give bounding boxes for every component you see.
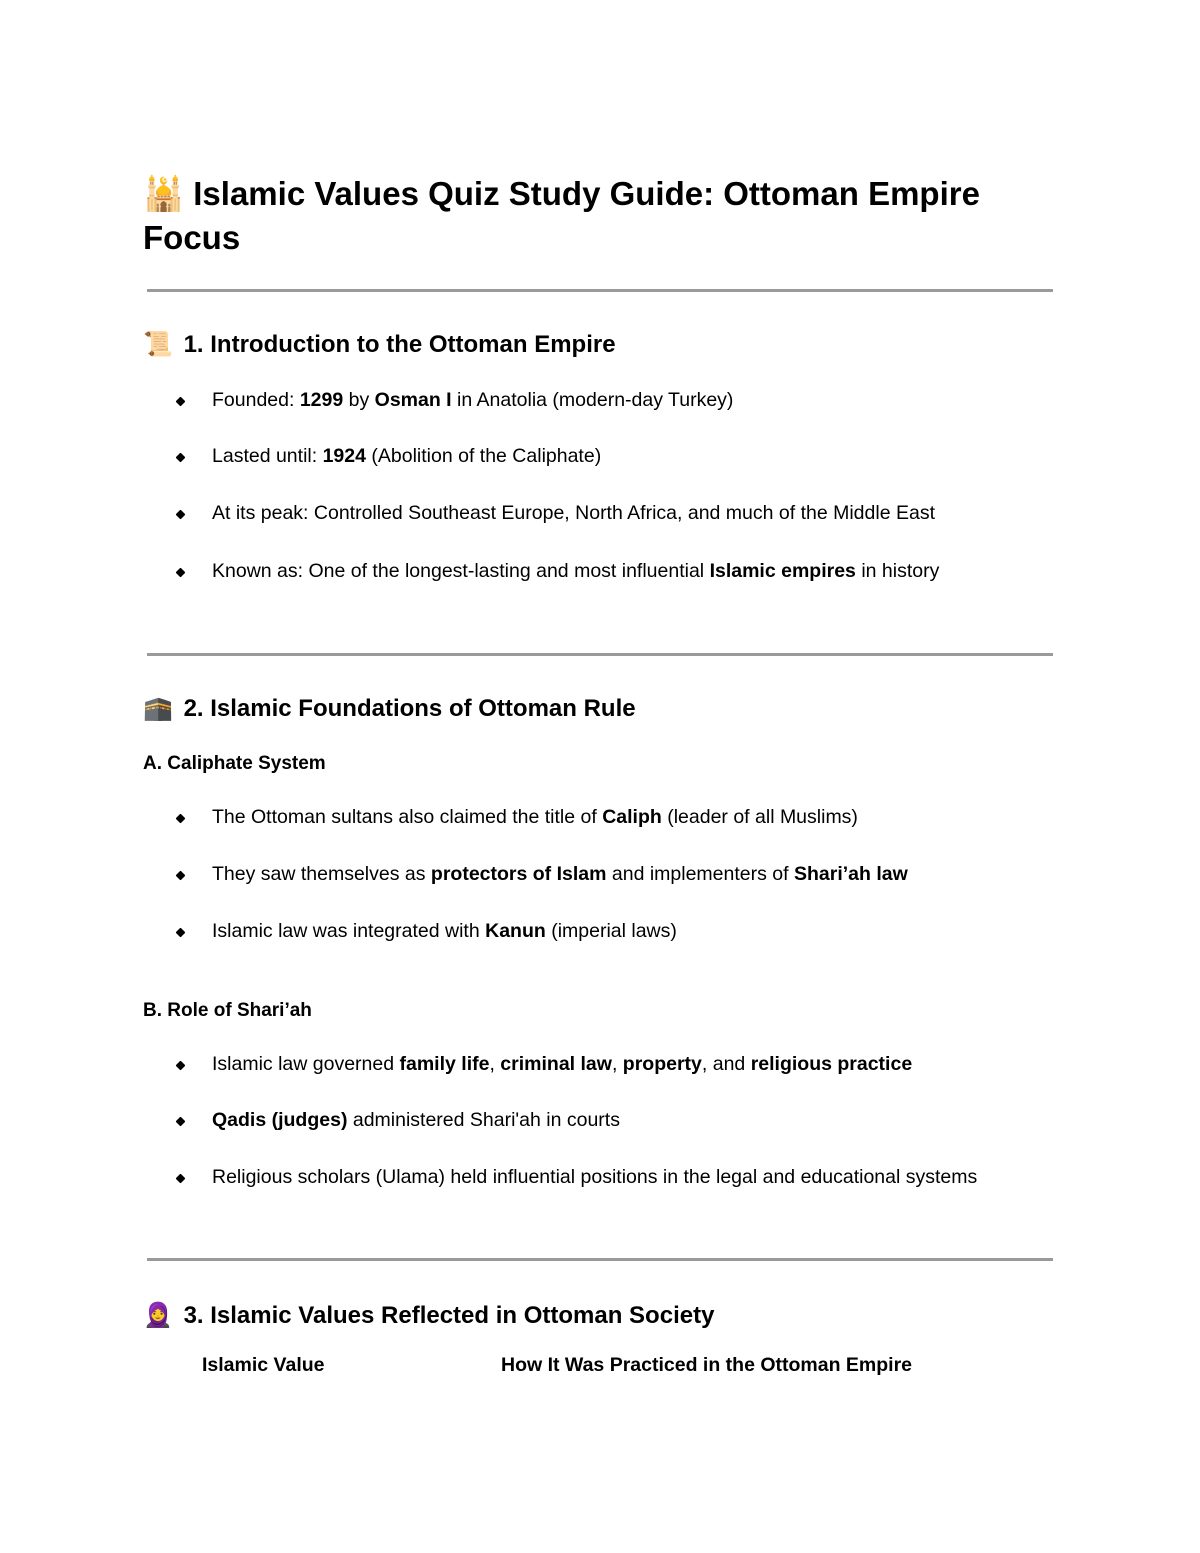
list-item-text: Religious scholars (Ulama) held influential positions in the legal and educational systems [212, 1166, 978, 1188]
list-item-label: Founded: [212, 389, 295, 411]
scroll-icon: 📜 [143, 330, 173, 358]
list-item-text: Islamic law was integrated with Kanun (imperial laws) [212, 920, 677, 942]
bold-text: Qadis (judges) [212, 1109, 348, 1131]
section-1-heading-text: 1. Introduction to the Ottoman Empire [183, 331, 616, 358]
section-1-heading [143, 329, 616, 360]
bullet-diamond-icon [176, 397, 186, 407]
bullet-diamond-icon [176, 871, 186, 881]
list-item-text: Lasted until: 1924 (Abolition of the Caliphate) [212, 445, 602, 467]
bold-text: Islamic empires [709, 560, 856, 582]
bold-text: 1299 [299, 389, 344, 411]
bold-text: protectors of Islam [430, 863, 607, 885]
mosque-icon: 🕌 [143, 174, 185, 213]
bold-text: Osman I [374, 389, 452, 411]
list-item-label: At its peak: [212, 502, 309, 524]
list-item-text: Known as: One of the longest-lasting and most influential Islamic empires in history [212, 560, 940, 582]
bold-text: Shari’ah law [793, 863, 908, 885]
bullet-diamond-icon [176, 814, 186, 824]
section-2-heading [143, 693, 636, 724]
list-item-text: At its peak: Controlled Southeast Europe, North Africa, and much of the Middle East [212, 502, 935, 524]
bold-text: property [622, 1053, 702, 1075]
bold-text: Caliph [602, 806, 662, 828]
bold-text: family life [399, 1053, 490, 1075]
bold-text: religious practice [750, 1053, 913, 1075]
table-header-islamic-value: Islamic Value [202, 1354, 325, 1376]
bullet-diamond-icon [176, 1174, 186, 1184]
horizontal-divider [147, 653, 1053, 656]
section-2-heading-text: 2. Islamic Foundations of Ottoman Rule [183, 695, 636, 722]
bullet-diamond-icon [176, 1061, 186, 1071]
bullet-diamond-icon [176, 1117, 186, 1127]
woman-with-headscarf-icon: 🧕 [143, 1301, 173, 1329]
list-item-text: Founded: 1299 by Osman I in Anatolia (modern-day Turkey) [212, 389, 734, 411]
list-item-label: Known as: [212, 560, 304, 582]
bold-text: 1924 [322, 445, 366, 467]
list-item-text: They saw themselves as protectors of Islam and implementers of Shari’ah law [212, 863, 908, 885]
list-item-label: Lasted until: [212, 445, 318, 467]
bullet-diamond-icon [176, 510, 186, 520]
list-item-text: Qadis (judges) administered Shari'ah in courts [212, 1109, 620, 1131]
horizontal-divider [147, 289, 1053, 292]
horizontal-divider [147, 1258, 1053, 1261]
bullet-diamond-icon [176, 928, 186, 938]
bullet-diamond-icon [176, 568, 186, 578]
table-header-practice: How It Was Practiced in the Ottoman Empire [501, 1354, 913, 1376]
list-item-text: The Ottoman sultans also claimed the title of Caliph (leader of all Muslims) [212, 806, 858, 828]
subsection-b-heading: B. Role of Shari’ah [143, 1000, 312, 1021]
bullet-diamond-icon [176, 453, 186, 463]
page-title-text: Islamic Values Quiz Study Guide: Ottoman Empire Focus [143, 175, 980, 256]
page-title [143, 172, 1043, 260]
subsection-a-heading: A. Caliphate System [143, 753, 326, 774]
kaaba-icon: 🕋 [143, 694, 173, 722]
section-3-heading [143, 1300, 714, 1331]
section-3-heading-text: 3. Islamic Values Reflected in Ottoman Society [183, 1302, 715, 1329]
bold-text: criminal law [500, 1053, 612, 1075]
list-item-text: Islamic law governed family life, criminal law, property, and religious practice [212, 1053, 913, 1075]
bold-text: Kanun [485, 920, 546, 942]
